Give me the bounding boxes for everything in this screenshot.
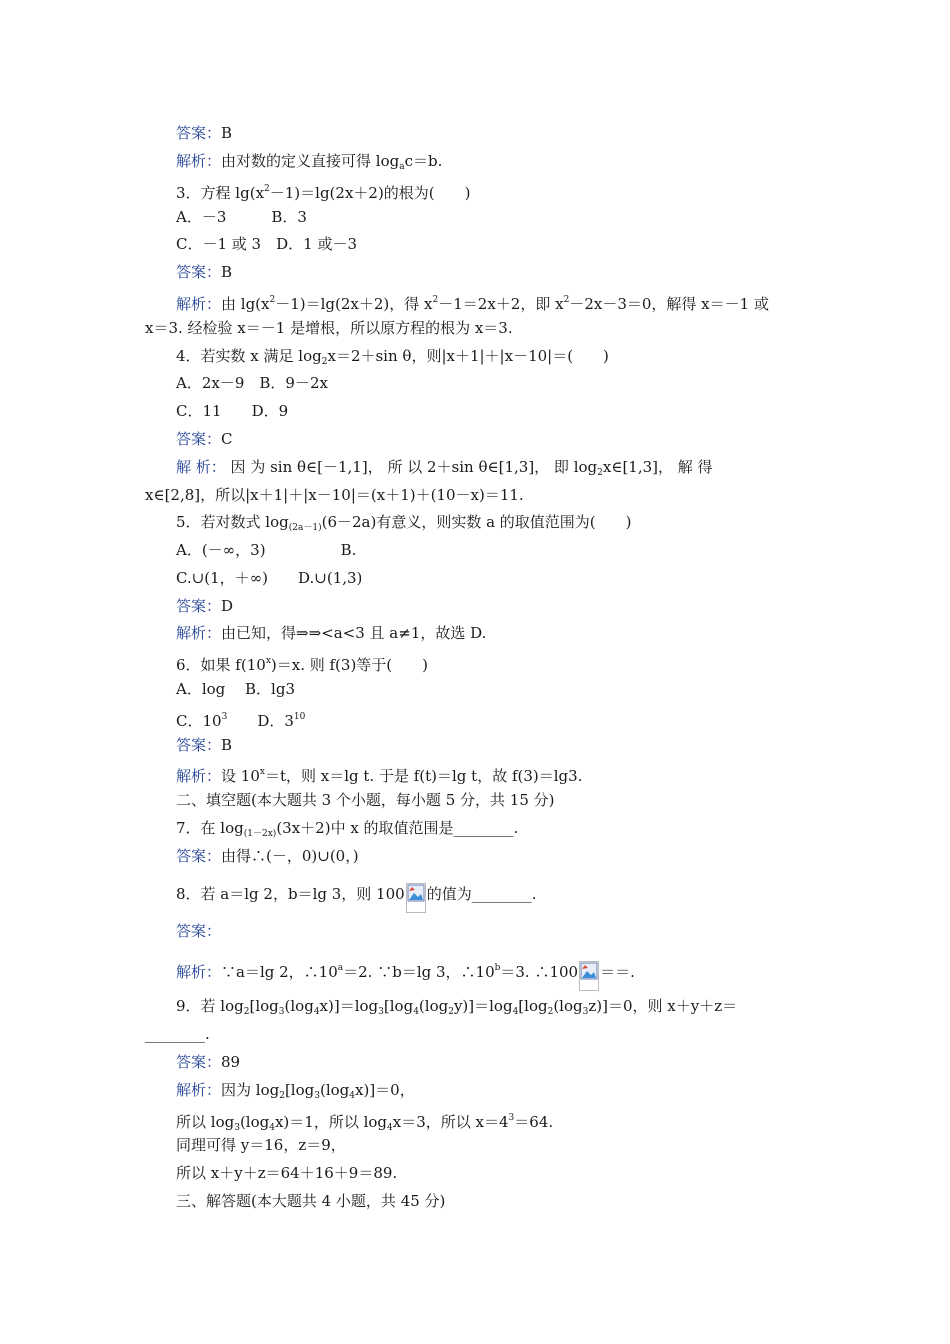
option-line: A．log B．lg3: [176, 680, 295, 698]
analysis-line: 解析：因为 $\log_2[\log_3(\log_4x)]=0$，: [176, 1081, 415, 1101]
option-line: A．－3 B．3: [176, 208, 307, 226]
analysis-line: 解析：由对数的定义直接可得 $\log_ac=b$.: [176, 152, 443, 172]
analysis-line: 解析：设 $10^x=t$，则 x＝lg t. 于是 f(t)＝lg t，故 f(3)＝lg3.: [176, 767, 583, 785]
question-9: 9．若 $\log_2[\log_3(\log_4x)]=\log_3[\log_4(\log_2y)]=\log_4[\log_2(\log_3z)]=0$，则 x＋y＋z＝: [176, 997, 738, 1017]
broken-image-icon: [579, 961, 599, 991]
analysis-line: 解析：由 $\lg(x^2-1)=\lg(2x+2)$，得 $x^2-1=2x+2$，即 $x^2-2x-3=0$，解得 x＝－1 或: [176, 295, 769, 313]
question-7: 7．在 $\log_{(1-2x)}(3x+2)$中 x 的取值范围是________.: [176, 819, 519, 839]
answer-line: 答案：: [176, 922, 222, 940]
question-3: 3．方程 $\lg(x^2-1)=\lg(2x+2)$的根为( ): [176, 184, 471, 202]
option-line: A．2x－9 B．9－2x: [176, 374, 328, 392]
section-heading: 二、填空题(本大题共 3 个小题，每小题 5 分，共 15 分): [176, 791, 555, 809]
question-4: 4．若实数 x 满足 $\log_2x=2+\sin$ θ，则|x＋1|＋|x－10|＝( ): [176, 347, 609, 367]
analysis-continuation: x∈[2,8]，所以|x＋1|＋|x－10|＝(x＋1)＋(10－x)＝11.: [145, 486, 524, 504]
analysis-line: 解 析： 因 为 sin θ∈[－1,1]， 所 以 2＋sin θ∈[1,3]， 即 $\log_2x\in[1,3]$， 解 得: [176, 458, 713, 478]
answer-line: 答案：由得∴(－，0)∪(0，): [176, 847, 359, 865]
section-heading: 三、解答题(本大题共 4 小题，共 45 分): [176, 1192, 446, 1210]
option-line: C．11 D．9: [176, 402, 289, 420]
question-6: 6．如果 $f(10^x)=x$. 则 f(3)等于( ): [176, 656, 429, 674]
answer-line: 答案：B: [176, 263, 233, 281]
analysis-continuation: x＝3. 经检验 x＝－1 是增根，所以原方程的根为 x＝3.: [145, 319, 513, 337]
question-8: 8．若 a＝lg 2，b＝lg 3，则 100 的值为________.: [176, 883, 536, 913]
analysis-step: 所以 x＋y＋z＝64＋16＋9＝89.: [176, 1164, 398, 1182]
option-line: C．$10^3$ D．$3^{10}$: [176, 712, 306, 730]
answer-line: 答案：C: [176, 430, 233, 448]
answer-line: 答案：B: [176, 736, 233, 754]
analysis-line: 解析：∵a＝lg 2，$\therefore 10^a=2$. ∵b＝lg 3，$\therefore 10^b=3$. ∴100 ＝＝.: [176, 958, 635, 991]
option-line: C.∪(1，＋∞) D.∪(1,3): [176, 569, 363, 587]
answer-line: 答案：B: [176, 124, 233, 142]
analysis-step: 同理可得 y＝16，z＝9，: [176, 1136, 346, 1154]
answer-line: 答案：89: [176, 1053, 241, 1071]
option-line: C．－1 或 3 D．1 或－3: [176, 235, 357, 253]
analysis-step: 所以 $\log_3(\log_4x)=1$，所以 $\log_4x=3$，所以 $x=4^3=64$.: [176, 1113, 554, 1133]
broken-image-icon: [406, 883, 426, 913]
analysis-line: 解析：由已知，得⇒⇒<a<3 且 a≠1，故选 D.: [176, 624, 487, 642]
question-continuation: ________.: [145, 1025, 210, 1043]
option-line: A．(－∞，3) B.: [176, 541, 357, 559]
answer-line: 答案：D: [176, 597, 234, 615]
question-5: 5．若对数式 $\log_{(2a-1)}(6-2a)$有意义，则实数 a 的取值范围为( ): [176, 513, 632, 533]
